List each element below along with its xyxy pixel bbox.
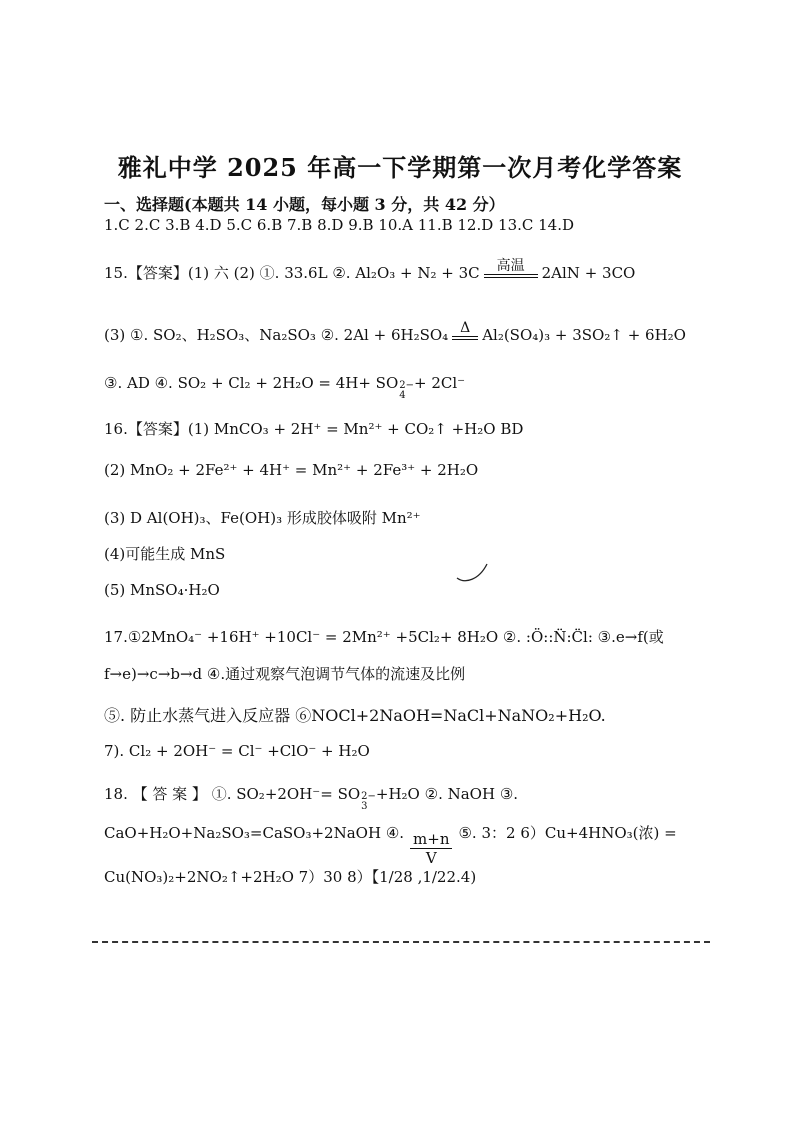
q18-line-1 <box>104 783 518 812</box>
section-heading-multiple-choice: 一、选择题(本题共 14 小题，每小题 3 分，共 42 分） <box>104 195 505 214</box>
page-title: 雅礼中学 2025 年高一下学期第一次月考化学答案 <box>117 153 683 182</box>
q15-line-2-products: Al₂(SO₄)₃ + 3SO₂↑ + 6H₂O <box>482 326 686 344</box>
ion-charge: 2− <box>361 791 376 802</box>
ion-subscript: 4 <box>399 390 406 401</box>
reaction-condition-arrow <box>452 320 478 340</box>
q15-line-1-text: 15.【答案】(1) 六 (2) ①. 33.6L ②. Al₂O₃ + N₂ + 3C <box>104 264 480 282</box>
q18-line-2-tail: ⑤. 3：2 6）Cu+4HNO₃(浓) = <box>458 824 677 842</box>
pen-stroke-mark <box>455 562 489 584</box>
condition-label: 高温 <box>496 258 525 274</box>
q15-line-3-text: ③. AD ④. SO₂ + Cl₂ + 2H₂O = 4H+ SO <box>104 374 399 392</box>
dashed-divider <box>92 941 710 945</box>
ion-charge: 2− <box>399 380 415 391</box>
fraction-denominator: V <box>425 849 437 867</box>
sulfate-ion-charge <box>399 381 414 401</box>
q15-line-1 <box>104 258 636 286</box>
q17-line-2: f→e)→c→b→d ④.通过观察气泡调节气体的流速及比例 <box>104 665 466 683</box>
q18-line-1-tail: +H₂O ②. NaOH ③. <box>375 785 519 803</box>
q17-line-3: ⑤. 防止水蒸气进入反应器 ⑥NOCl+2NaOH=NaCl+NaNO₂+H₂O. <box>104 706 606 725</box>
q15-line-2-text: (3) ①. SO₂、H₂SO₃、Na₂SO₃ ②. 2Al + 6H₂SO₄ <box>104 326 449 344</box>
double-line-icon <box>484 274 538 278</box>
sulfite-ion-charge <box>361 792 376 812</box>
double-line-icon <box>452 336 478 340</box>
fraction-numerator: m+n <box>410 830 452 849</box>
q18-line-2-text: CaO+H₂O+Na₂SO₃=CaSO₃+2NaOH ④. <box>104 824 405 842</box>
q18-line-2 <box>104 822 677 867</box>
ion-subscript: 3 <box>361 801 368 812</box>
mc-answers-line: 1.C 2.C 3.B 4.D 5.C 6.B 7.B 8.D 9.B 10.A 11.B 12.D 13.C 14.D <box>104 216 575 234</box>
q15-line-1-products: 2AlN + 3CO <box>541 264 636 282</box>
q17-line-1: 17.①2MnO₄⁻ +16H⁺ +10Cl⁻ = 2Mn²⁺ +5Cl₂+ 8H₂O ②. :Ö::N̈:C̈l: ③.e→f(或 <box>104 628 664 646</box>
q16-line-1: 16.【答案】(1) MnCO₃ + 2H⁺ = Mn²⁺ + CO₂↑ +H₂O BD <box>104 420 524 438</box>
fraction <box>410 830 452 867</box>
q15-line-3-tail: + 2Cl⁻ <box>414 374 466 392</box>
q17-line-4: 7). Cl₂ + 2OH⁻ = Cl⁻ +ClO⁻ + H₂O <box>104 742 370 760</box>
q16-line-3: (3) D Al(OH)₃、Fe(OH)₃ 形成胶体吸附 Mn²⁺ <box>104 509 421 527</box>
condition-label: Δ <box>460 320 471 336</box>
q16-line-5: (5) MnSO₄·H₂O <box>104 581 220 599</box>
reaction-condition-arrow <box>484 258 538 278</box>
q18-line-3: Cu(NO₃)₂+2NO₂↑+2H₂O 7）30 8）【1/28 ,1/22.4) <box>104 868 477 886</box>
q18-line-1-text: 18. 【 答 案 】 ①. SO₂+2OH⁻= SO <box>104 785 361 803</box>
q15-line-3 <box>104 374 465 401</box>
q16-line-2: (2) MnO₂ + 2Fe²⁺ + 4H⁺ = Mn²⁺ + 2Fe³⁺ + 2H₂O <box>104 461 479 479</box>
q16-line-4: (4)可能生成 MnS <box>104 545 226 563</box>
q15-line-2 <box>104 320 686 348</box>
